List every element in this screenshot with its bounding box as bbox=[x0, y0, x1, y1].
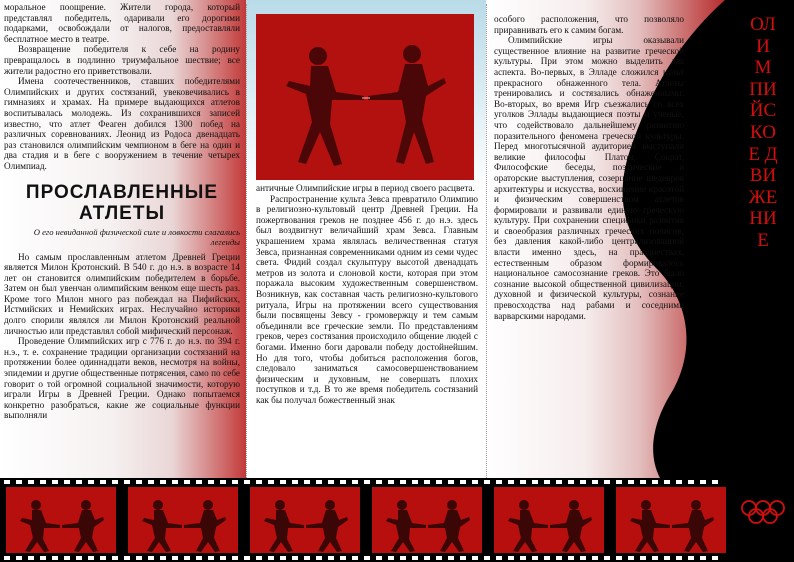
paragraph: моральное поощрение. Жители города, который представлял победитель, одаривали его дорогими подарками, освобождали от налогов, предоставляли бесплатное место в театре. bbox=[4, 2, 240, 44]
text-column-3 bbox=[494, 14, 684, 321]
section-heading: ПРОСЛАВЛЕННЫЕ АТЛЕТЫ bbox=[25, 181, 219, 224]
film-frame bbox=[372, 487, 482, 553]
paragraph: Распространение культа Зевса превратило Олимпию в религиозно-культовый центр Древней Греции. На пожертвования греков не позднее 456 г. до н.э. здесь был воздвигнут величайший храм Зевса. Главным украшением храма являлась величественная статуя Зевса, признанная современниками одним из семи чудес света. Фидий создал скульптуру высотой двенадцать метров из золота и слоновой кости, которая при этом поражала высоким художественным совершенством. Возникнув, как составная часть религиозно-культового ритуала, Игры на протяжении всего существования были посвящены Зевсу - громовержцу и тем самым объединяли все греческие земли. По представлениям греков, через состязания происходило общение людей с богами. Именно боги даровали победу достойнейшим. Но для того, чтобы добиться расположения богов, следовало заниматься самосовершенствованием физическим и духовным, не совершать плохих поступков и т.д. В то же время победитель состязаний как бы получал божественный знак bbox=[256, 193, 478, 405]
olympic-rings-icon bbox=[740, 498, 786, 526]
column-divider bbox=[486, 4, 487, 478]
film-frame bbox=[250, 487, 360, 553]
text-column-2 bbox=[256, 183, 478, 405]
column-divider bbox=[246, 4, 247, 478]
vertical-title: ОЛИМПИЙСКОЕ ДВИЖЕНИЕ bbox=[748, 14, 778, 251]
paragraph: Проведение Олимпийских игр с 776 г. до н.э. по 394 г. н.э., т. е. сохранение традиции организации состязаний на протяжении более одиннадцати веков, несмотря на войны, эпидемии и другие общественные потрясения, само по себе говорит о той огромной социальной значимости, которую играли Игры в Древней Греции. Однако попытаемся конкретно разобраться, какие же социальные функции выполняли bbox=[4, 336, 240, 421]
fencers-photo bbox=[256, 14, 474, 180]
filmstrip bbox=[0, 478, 732, 562]
film-frame bbox=[6, 487, 116, 553]
section-subheading: О его невиданной физической силе и ловкости слагались легенды bbox=[33, 226, 240, 247]
film-frame bbox=[616, 487, 726, 553]
text-column-1 bbox=[4, 2, 240, 421]
paragraph: Олимпийские игры оказывали существенное влияние на развитие греческой культуры. При этом можно выделить два аспекта. Во-первых, в Элладе сложился культ прекрасного обнаженного тела. Атлеты тренировались и состязались обнаженными. Во-вторых, во время Игр съезжались со всех уголков Эллады выдающиеся поэты и ученые, что содействовало дальнейшему развитию поразительного феномена греческой культуры. Перед многотысячной аудиторией выступали великие философы Платон, Сократ, Философские беседы, поэтические и ораторские выступления, созерцание шедевров архитектуры и искусства, восхищение красотой и физическим совершенством атлетов формировали и развивали единую греческую культуру. При сохранении специфики развития и своеобразия различных греческих полисов, без давления какой-либо централизованной власти именно здесь, на празднествах, естественным образом формировалось национальное самосознание греков. Это было сознание высокой общественной цивилизации, духовной и физической культуры, сознание превосходства над рабами и соседними варварскими народами. bbox=[494, 35, 684, 321]
paragraph: Возвращение победителя к себе на родину превращалось в подлинно триумфальное шествие; все жители радостно его приветствовали. bbox=[4, 44, 240, 76]
paragraph: античные Олимпийские игры в период своего расцвета. bbox=[256, 183, 475, 193]
film-frame bbox=[494, 487, 604, 553]
paragraph: Имена соотечественников, ставших победителями Олимпийских и других состязаний, увековечивались в гимназиях и храмах. На примере выдающихся атлетов воспитывалась молодежь. Из сохранившихся записей известно, что атлет Феаген добился 1300 побед на различных соревнованиях. Леонид из Родоса двенадцать раз становился олимпийским чемпионом в беге на один и два стадия и в беге с вооружением в течение четырех Олимпиад. bbox=[4, 76, 240, 171]
paragraph: особого расположения, что позволяло приравнивать его к самим богам. bbox=[494, 14, 684, 35]
film-frame bbox=[128, 487, 238, 553]
paragraph: Но самым прославленным атлетом Древней Греции является Милон Кротонский. В 540 г. до н.э. в возрасте 14 лет он становится олимпийским победителем в борьбе. Затем он был увенчан олимпийским венком еще шесть раз. Кроме того Милон много раз побеждал на Пифийских, Истмийских и Немийских играх. Неслучайно историки долго спорили являлся ли Милон Кротонский реальной личностью или представлял собой мифический персонаж. bbox=[4, 251, 240, 336]
